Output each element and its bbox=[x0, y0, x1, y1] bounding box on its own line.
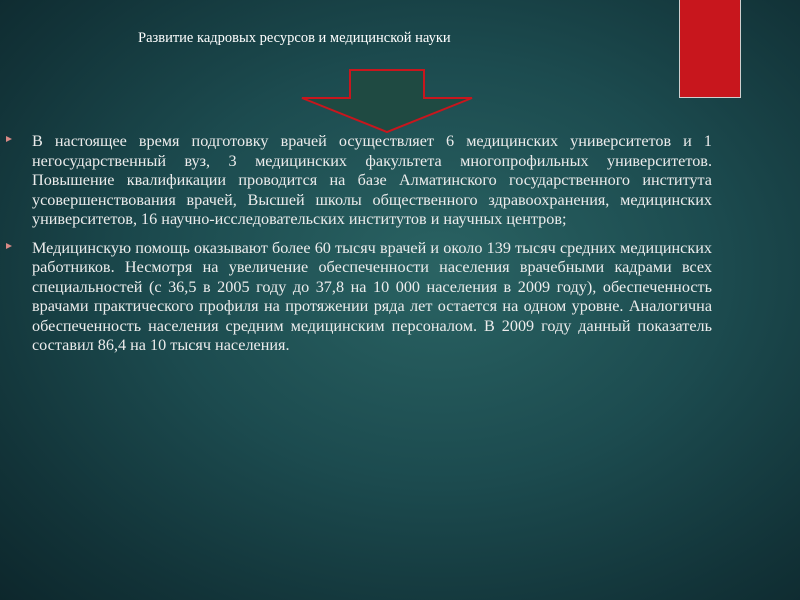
down-arrow-shape bbox=[302, 70, 472, 132]
triangle-bullet-icon bbox=[6, 243, 12, 249]
bullet-text: Медицинскую помощь оказывают более 60 тысяч врачей и около 139 тысяч средних медицинских работников. Несмотря на увеличение обеспеченности населения врачебными кадрами всех специальностей (с 36,5 в 2005 году до 37,8 на 10 000 населения в 2009 году), обеспеченность врачами практического профиля на протяжении ряда лет остается на одном уровне. Аналогична обеспеченность населения средним медицинским персоналом. В 2009 году данный показатель составил 86,4 на 10 тысяч населения. bbox=[32, 238, 712, 354]
bullet-text: В настоящее время подготовку врачей осуществляет 6 медицинских университетов и 1 негосударственный вуз, 3 медицинских факультета многопрофильных университетов. Повышение квалификации проводится на базе Алматинского государственного института усовершенствования врачей, Высшей школы общественного здравоохранения, медицинских университетов, 16 научно-исследовательских институтов и научных центров; bbox=[32, 132, 712, 228]
red-accent-block bbox=[679, 0, 741, 98]
bullet-item bbox=[6, 132, 712, 230]
bullet-list bbox=[6, 132, 712, 365]
down-arrow-icon bbox=[300, 68, 474, 134]
bullet-item bbox=[6, 239, 712, 356]
slide-title: Развитие кадровых ресурсов и медицинской науки bbox=[138, 30, 451, 46]
triangle-bullet-icon bbox=[6, 136, 12, 142]
